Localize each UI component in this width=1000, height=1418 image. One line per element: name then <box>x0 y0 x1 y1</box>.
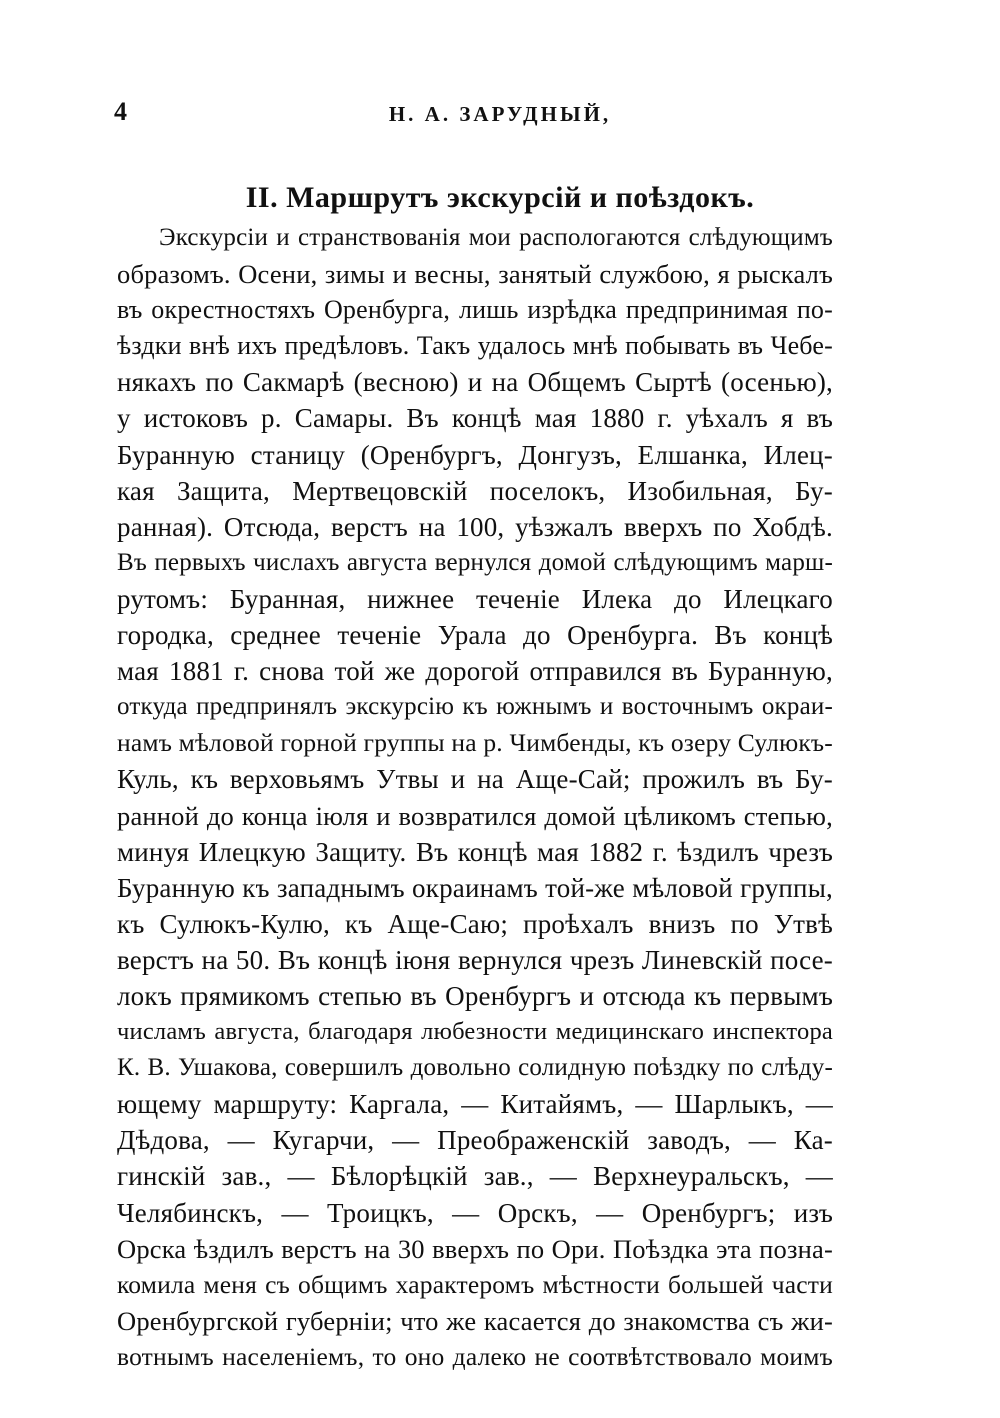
running-head: Н. А. ЗАРУДНЫЙ, <box>388 102 612 126</box>
text-line: Куль, къ верховьямъ Утвы и на Аще-Сай; прожилъ въ Бу- <box>117 764 833 795</box>
text-line: откуда предпринялъ экскурсію къ южнымъ и восточнымъ окраи- <box>117 693 833 721</box>
text-line: къ Сулюкъ-Кулю, къ Аще-Саю; проѣхалъ внизъ по Утвѣ <box>117 908 833 939</box>
body-text <box>117 220 833 1375</box>
text-line: образомъ. Осени, зимы и весны, занятый службою, я рыскалъ <box>117 259 833 290</box>
text-line: К. В. Ушакова, совершилъ довольно солидную поѣздку по слѣду- <box>117 1054 833 1082</box>
text-line: минуя Илецкую Защиту. Въ концѣ мая 1882 г. ѣздилъ чрезъ <box>117 836 833 867</box>
text-line: ѣздки внѣ ихъ предѣловъ. Такъ удалось мнѣ побывать въ Чебе- <box>117 331 833 361</box>
text-line: някахъ по Сакмарѣ (весною) и на Общемъ Сыртѣ (осенью), <box>117 367 833 398</box>
text-line: у истоковъ р. Самары. Въ концѣ мая 1880 г. уѣхалъ я въ <box>117 403 833 434</box>
text-line: Оренбургской губерніи; что же касается до знакомства съ жи- <box>117 1305 833 1336</box>
text-line: Буранную станицу (Оренбургъ, Донгузъ, Елшанка, Илец- <box>117 439 833 470</box>
section-title: II. Маршрутъ экскурсій и поѣздокъ. <box>245 181 755 214</box>
text-line: Въ первыхъ числахъ августа вернулся домой слѣдующимъ марш- <box>117 548 833 576</box>
text-line: Буранную къ западнымъ окраинамъ той-же мѣловой группы, <box>117 872 833 903</box>
text-line: ранной до конца іюля и возвратился домой цѣликомъ степью, <box>117 800 833 831</box>
text-line: верстъ на 50. Въ концѣ іюня вернулся чрезъ Линевскій посе- <box>117 944 833 975</box>
text-line: Орска ѣздилъ верстъ на 30 вверхъ по Ори. Поѣздка эта позна- <box>117 1233 833 1264</box>
text-line: Экскурсіи и странствованія мои распологаются слѣдующимъ <box>159 224 833 251</box>
text-line: ющему маршруту: Каргала, — Китайямъ, — Шарлыкъ, — <box>117 1089 833 1120</box>
text-line: комила меня съ общимъ характеромъ мѣстности большей части <box>117 1269 833 1299</box>
text-line: Дѣдова, — Кугарчи, — Преображенскій заводъ, — Ка- <box>117 1125 833 1156</box>
text-line: мая 1881 г. снова той же дорогой отправился въ Буранную, <box>117 656 833 687</box>
text-line: числамъ августа, благодаря любезности медицинскаго инспектора <box>117 1018 833 1046</box>
text-line: въ окрестностяхъ Оренбурга, лишь изрѣдка предпринимая по- <box>117 295 833 325</box>
text-line: кая Защита, Мертвецовскій поселокъ, Изобильная, Бу- <box>117 475 833 506</box>
text-line: локъ прямикомъ степью въ Оренбургъ и отсюда къ первымъ <box>117 980 833 1011</box>
text-line: намъ мѣловой горной группы на р. Чимбенды, къ озеру Сулюкъ- <box>117 728 833 758</box>
text-line: Челябинскъ, — Троицкъ, — Орскъ, — Оренбургъ; изъ <box>117 1197 833 1228</box>
text-line: вотнымъ населеніемъ, то оно далеко не соотвѣтствовало моимъ <box>117 1341 833 1371</box>
page-number: 4 <box>114 97 127 126</box>
text-line: ранная). Отсюда, верстъ на 100, уѣзжалъ вверхъ по Хобдѣ. <box>117 511 833 542</box>
text-line: рутомъ: Буранная, нижнее теченіе Илека до Илецкаго <box>117 583 833 614</box>
text-line: гинскій зав., — Бѣлорѣцкій зав., — Верхнеуральскъ, — <box>117 1161 833 1192</box>
text-line: городка, среднее теченіе Урала до Оренбурга. Въ концѣ <box>117 620 833 651</box>
